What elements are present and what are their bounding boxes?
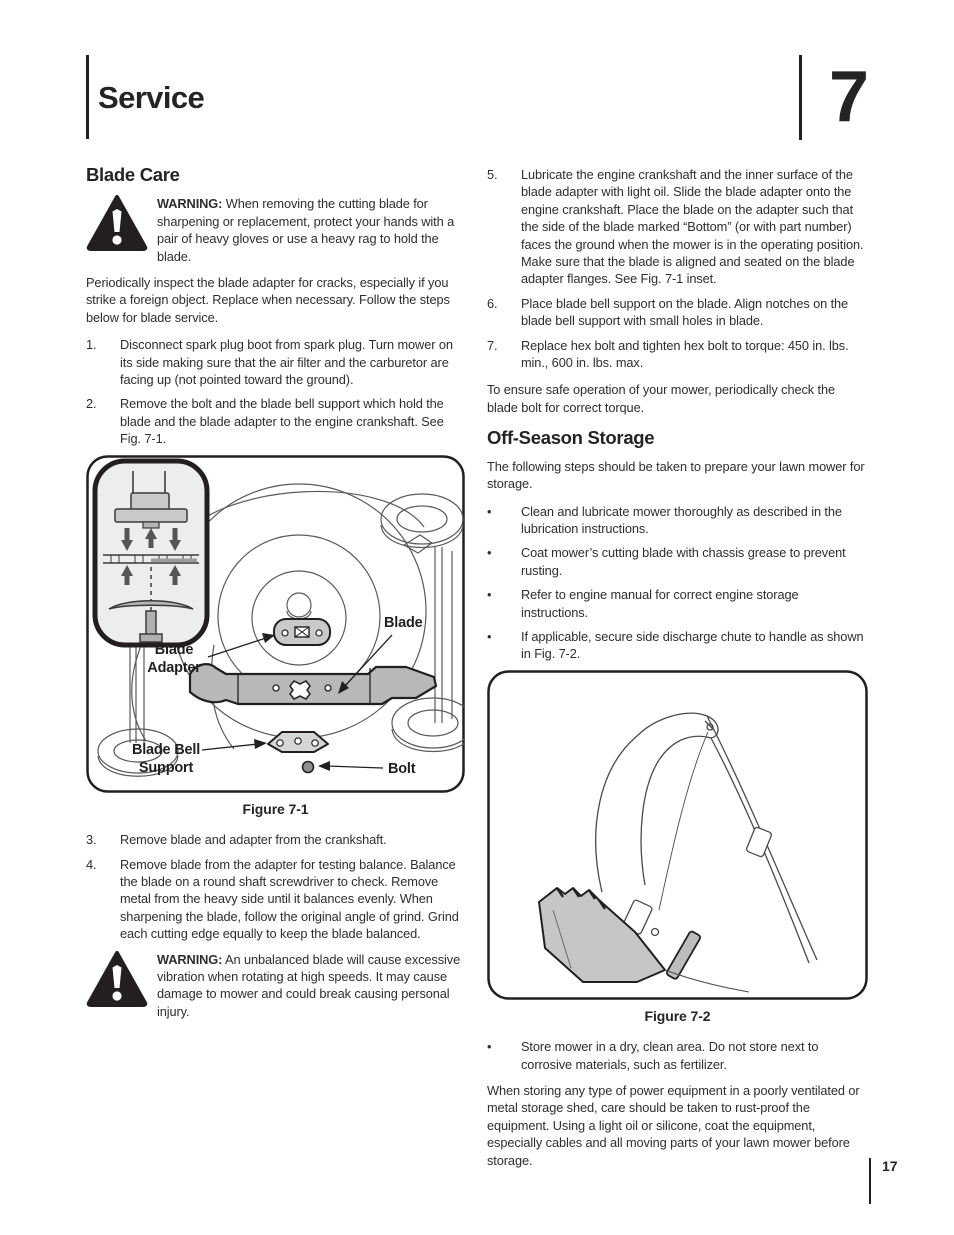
warning-triangle-icon — [86, 950, 148, 1008]
two-column-body — [86, 166, 868, 1179]
blade-bell-support-drawing — [268, 732, 328, 752]
figure-7-1-caption: Figure 7-1 — [242, 800, 309, 817]
chapter-number-block — [799, 55, 952, 140]
bullet-item: • Store mower in a dry, clean area. Do not store next to corrosive materials, such as fertilizer. — [487, 1039, 819, 1072]
bullet-item: • Clean and lubricate mower thoroughly as described in the lubrication instructions. — [487, 503, 842, 536]
warning-text-1: WARNING: When removing the cutting blade for sharpening or replacement, protect your hands with a pair of heavy gloves or use a heavy rag to hold the blade. — [157, 196, 455, 264]
left-column — [86, 166, 465, 1179]
label-blade-adapter-1: Blade — [154, 641, 194, 658]
label-blade-bell-support-1: Blade Bell — [131, 741, 201, 758]
figure-7-1-inset — [95, 461, 207, 645]
label-blade-bell-support-2: Support — [138, 759, 194, 776]
bullet-item: • Refer to engine manual for correct engine storage instructions. — [487, 587, 799, 620]
storage-intro: The following steps should be taken to prepare your lawn mower for storage. — [487, 458, 865, 492]
warning-box-1 — [86, 194, 465, 265]
label-blade: Blade — [384, 614, 423, 631]
figure-7-1 — [86, 455, 465, 818]
blade-care-intro: Periodically inspect the blade adapter for cracks, especially if you strike a foreign object. Replace when necessary. Follow the steps below for blade service. — [86, 275, 450, 325]
right-column — [487, 166, 868, 1179]
figure-7-2 — [487, 670, 868, 1025]
torque-note: To ensure safe operation of your mower, periodically check the blade bolt for correct torque. — [487, 382, 836, 415]
label-bolt: Bolt — [388, 760, 416, 777]
blade-adapter-drawing — [274, 619, 330, 645]
list-item: 5. Lubricate the engine crankshaft and the inner surface of the blade adapter with light oil. Slide the blade adapter onto the engine crankshaft. Place the blade on the adapter such that the side of the blade marked “Bottom” (or with part number) faces the ground when the mower is in the operating position. Make sure that the blade is aligned and seated on the blade adapter flanges. See Fig. 7-1 inset. — [487, 167, 864, 287]
list-item: 1. Disconnect spark plug boot from spark plug. Turn mower on its side making sure that the air filter and the carburetor are facing up (not pointed toward the ground). — [86, 337, 453, 388]
page-number: 17 — [882, 1158, 898, 1174]
list-item: 6. Place blade bell support on the blade. Align notches on the blade bell support with small holes in blade. — [487, 295, 849, 329]
chapter-header — [86, 55, 204, 139]
list-item: 3. Remove blade and adapter from the crankshaft. — [86, 832, 387, 848]
warning-triangle-icon — [86, 194, 148, 252]
warning-label: WARNING: — [157, 951, 223, 967]
label-blade-adapter-2: Adapter — [147, 659, 201, 676]
chapter-title: Service — [98, 79, 205, 115]
list-item: 7. Replace hex bolt and tighten hex bolt to torque: 450 in. lbs. min., 600 in. lbs. max. — [487, 337, 849, 371]
bolt-drawing — [303, 761, 314, 772]
figure-7-2-drawing — [487, 670, 868, 1000]
warning-text-2: WARNING: An unbalanced blade will cause excessive vibration when rotating at high speeds. It may cause damage to mower and could break causing personal injury. — [157, 951, 461, 1019]
bullet-item: • Coat mower’s cutting blade with chassis grease to prevent rusting. — [487, 545, 846, 578]
bullet-item: • If applicable, secure side discharge chute to handle as shown in Fig. 7-2. — [487, 628, 864, 662]
warning-label: WARNING: — [157, 196, 223, 212]
figure-7-2-caption: Figure 7-2 — [644, 1007, 711, 1024]
list-item: 2. Remove the bolt and the blade bell support which hold the blade and the blade adapter to the engine crankshaft. See Fig. 7-1. — [86, 396, 444, 447]
section-title-blade-care: Blade Care — [86, 164, 180, 185]
warning-box-2 — [86, 950, 465, 1021]
figure-7-1-drawing — [86, 455, 465, 793]
storage-closing: When storing any type of power equipment in a poorly ventilated or metal storage shed, care should be taken to rust-proof the equipment. Using a light oil or silicone, coat the equipment, especially cables and all moving parts of your lawn mower before storage. — [487, 1082, 860, 1168]
page-number-block — [869, 1158, 898, 1204]
chapter-number: 7 — [829, 57, 870, 138]
section-title-off-season-storage: Off-Season Storage — [487, 427, 655, 449]
list-item: 4. Remove blade from the adapter for testing balance. Balance the blade on a round shaft screwdriver to check. Remove metal from the heavy side until it balances evenly. When sharpening the blade, follow the original angle of grind. Grind each cutting edge equally to keep the blade balanced. — [86, 856, 459, 942]
